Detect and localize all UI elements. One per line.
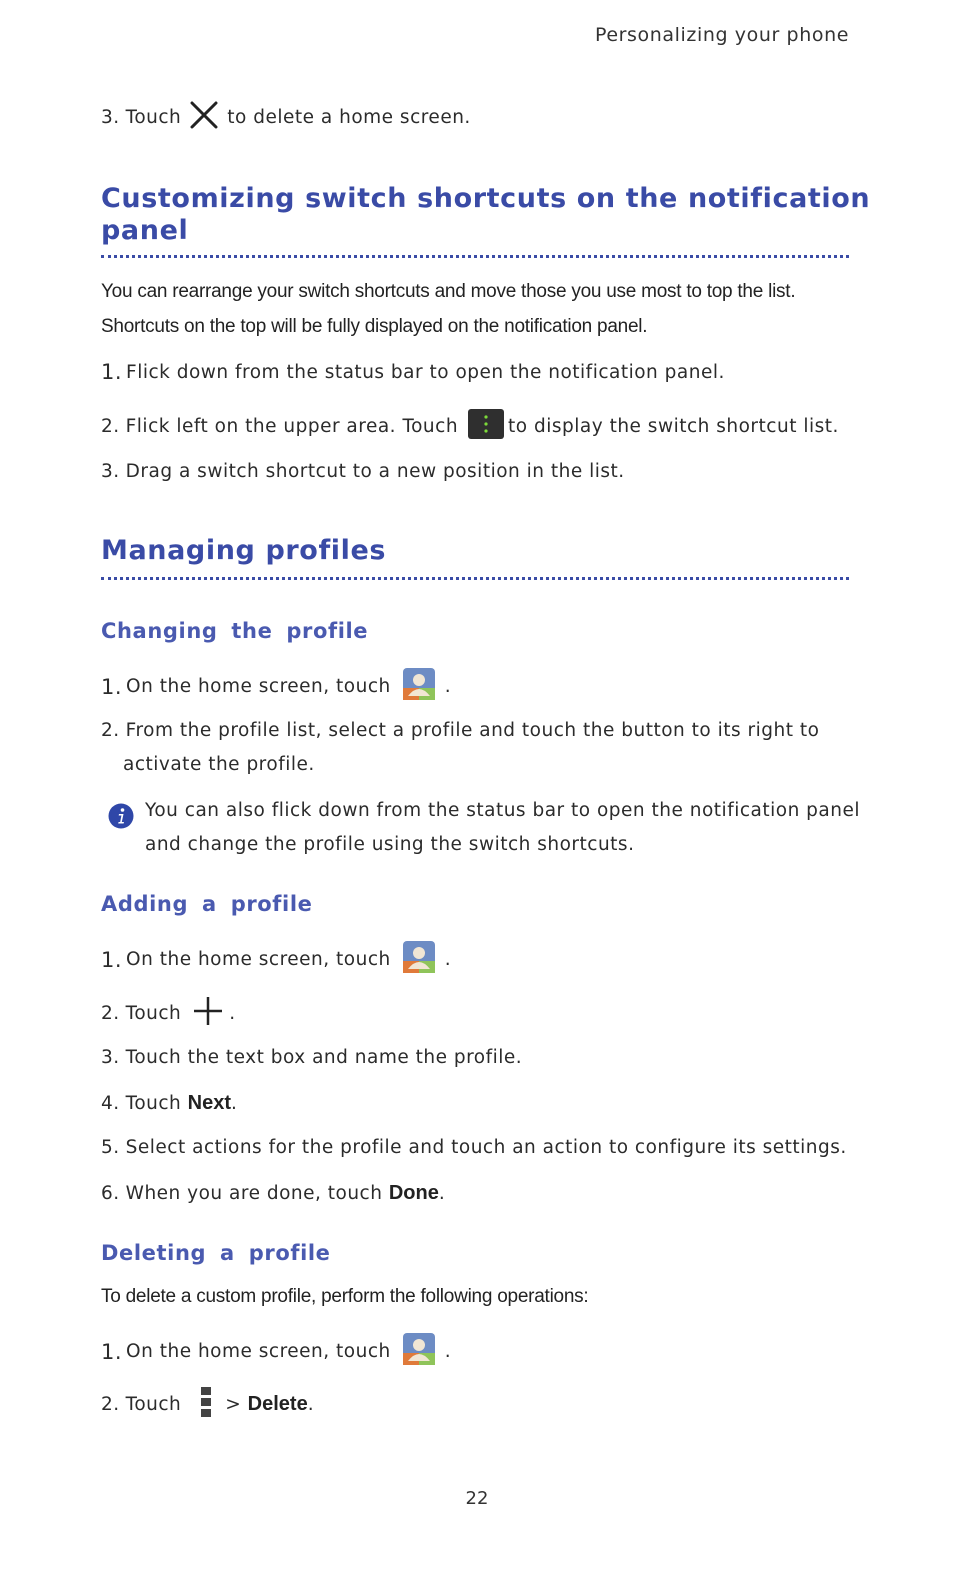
list-item: 5. Select actions for the profile and touch an action to configure its settings. bbox=[101, 1137, 847, 1158]
section-divider bbox=[101, 577, 849, 580]
list-item: 1. Flick down from the status bar to open the notification panel. bbox=[101, 360, 725, 384]
section-title-managing-profiles: Managing profiles bbox=[101, 535, 387, 566]
list-item: 2. Flick left on the upper area. Touch to display the switch shortcut list. bbox=[101, 409, 839, 444]
list-item: 4. Touch Next . bbox=[101, 1092, 238, 1114]
profiles-app-icon bbox=[403, 941, 435, 978]
menu-icon bbox=[201, 1387, 211, 1422]
list-item: 3. Touch the text box and name the profile. bbox=[101, 1047, 523, 1068]
info-icon bbox=[108, 803, 134, 833]
list-item: 2. Touch > Delete . bbox=[101, 1387, 314, 1422]
plus-icon bbox=[193, 996, 223, 1031]
section-paragraph-line: To delete a custom profile, perform the following operations: bbox=[101, 1286, 589, 1307]
list-item: 1. On the home screen, touch . bbox=[101, 941, 451, 978]
subsection-title-changing-profile: Changing the profile bbox=[101, 619, 369, 643]
list-item: 3. Drag a switch shortcut to a new position in the list. bbox=[101, 461, 625, 482]
subsection-title-adding-profile: Adding a profile bbox=[101, 892, 313, 916]
shortcut-list-icon bbox=[468, 409, 504, 444]
section-paragraph-line: You can rearrange your switch shortcuts and move those you use most to top the list. bbox=[101, 281, 796, 302]
list-item-continuation: activate the profile. bbox=[123, 754, 315, 775]
section-divider bbox=[101, 255, 849, 258]
page-header: Personalizing your phone bbox=[594, 24, 849, 46]
list-item: 1. On the home screen, touch . bbox=[101, 1333, 451, 1370]
note-text: You can also flick down from the status bar to open the notification panel and change the profile using the switch shortcuts. bbox=[145, 800, 861, 855]
close-icon bbox=[189, 100, 219, 135]
list-item: 1. On the home screen, touch . bbox=[101, 668, 451, 705]
step-delete-home-screen: 3. Touch to delete a home screen. bbox=[101, 100, 471, 135]
profiles-app-icon bbox=[403, 1333, 435, 1370]
list-item: 6. When you are done, touch Done . bbox=[101, 1182, 446, 1204]
section-title-switch-shortcuts: Customizing switch shortcuts on the notification panel bbox=[101, 183, 871, 246]
list-item: 2. Touch . bbox=[101, 996, 236, 1031]
profiles-app-icon bbox=[403, 668, 435, 705]
page-number: 22 bbox=[465, 1488, 489, 1509]
section-paragraph-line: Shortcuts on the top will be fully displayed on the notification panel. bbox=[101, 316, 648, 337]
list-item: 2. From the profile list, select a profile and touch the button to its right to bbox=[101, 720, 820, 741]
subsection-title-deleting-profile: Deleting a profile bbox=[101, 1241, 331, 1265]
